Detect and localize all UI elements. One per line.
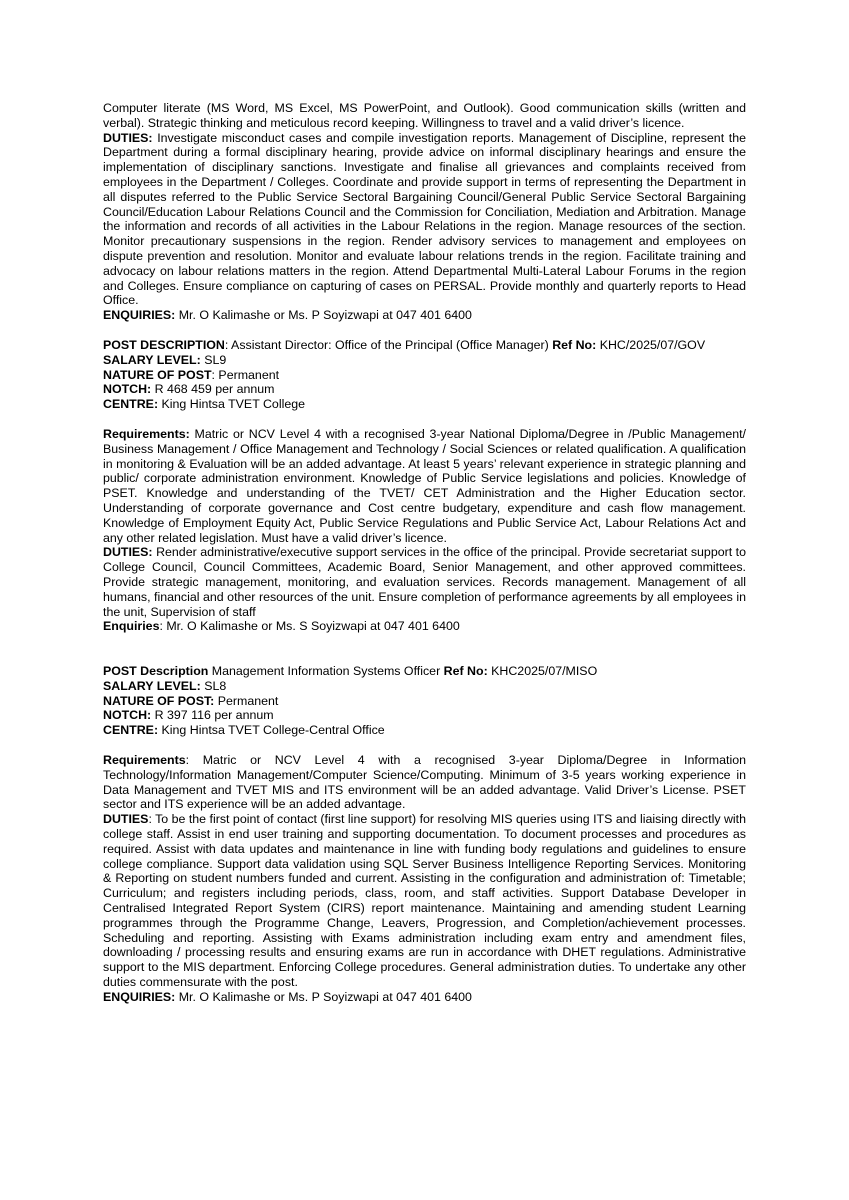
duties-paragraph	[103, 545, 746, 619]
notch-value: R 468 459 per annum	[151, 382, 275, 397]
centre-value: King Hintsa TVET College	[158, 397, 306, 412]
post-description-label: POST Description	[103, 664, 209, 679]
salary-line	[103, 679, 746, 694]
notch-label: NOTCH:	[103, 708, 152, 723]
post-description-label: POST DESCRIPTION	[103, 337, 225, 352]
enquiries-label: ENQUIRIES:	[103, 308, 176, 323]
spacer	[103, 634, 746, 649]
duties-paragraph	[103, 812, 746, 990]
requirements-label: Requirements	[103, 753, 186, 768]
nature-line	[103, 368, 746, 383]
centre-label: CENTRE:	[103, 723, 159, 738]
enquiries-text: : Mr. O Kalimashe or Ms. S Soyizwapi at 047 401 6400	[159, 619, 460, 634]
requirements-text: : Matric or NCV Level 4 with a recognised 3-year Diploma/Degree in Information Technology/Information Management/Computer Science/Computing. Minimum of 3-5 years working experience in Data Management and TVET MIS and ITS environment will be an added advantage. Valid Driver’s License. PSET sector and ITS experience will be an added advantage.	[103, 753, 746, 812]
spacer	[103, 412, 746, 427]
duties-paragraph	[103, 131, 746, 309]
post-description-text: Management Information Systems Officer	[208, 664, 444, 679]
duties-text: Render administrative/executive support services in the office of the principal. Provide secretariat support to College Council, Council Committees, Academic Board, Senior Management, and other approved committees. Provide strategic management, monitoring, and evaluation services. Records management. Management of all humans, financial and other resources of the unit. Ensure completion of performance agreements by all employees in the unit, Supervision of staff	[103, 545, 746, 619]
requirements-paragraph	[103, 753, 746, 812]
ref-label: Ref No:	[443, 664, 488, 679]
ref-label: Ref No:	[552, 337, 597, 352]
spacer	[103, 323, 746, 338]
salary-value: SL8	[200, 678, 227, 693]
nature-value: : Permanent	[211, 367, 280, 382]
salary-line	[103, 353, 746, 368]
notch-label: NOTCH:	[103, 382, 152, 397]
enquiries-text: Mr. O Kalimashe or Ms. P Soyizwapi at 047 401 6400	[175, 308, 472, 323]
nature-line	[103, 694, 746, 709]
spacer	[103, 738, 746, 753]
document-body	[103, 101, 746, 1005]
enquiries-line	[103, 308, 746, 323]
requirements-label: Requirements:	[103, 426, 190, 441]
duties-label: DUTIES:	[103, 545, 153, 560]
requirements-paragraph	[103, 427, 746, 545]
notch-line	[103, 382, 746, 397]
ref-number: KHC/2025/07/GOV	[596, 337, 706, 352]
ref-number: KHC2025/07/MISO	[487, 664, 598, 679]
notch-value: R 397 116 per annum	[151, 708, 274, 723]
notch-line	[103, 708, 746, 723]
duties-label: DUTIES	[103, 812, 149, 827]
salary-label: SALARY LEVEL:	[103, 678, 201, 693]
duties-text: : To be the first point of contact (first line support) for resolving MIS queries using ITS and liaising directly with college staff. Assist in end user training and supporting documentation. To document processes and procedures as required. Assist with data updates and maintenance in line with funding body regulations and guidelines to ensure college compliance. Support data validation using SQL Server Business Intelligence Reporting Services. Monitoring & Reporting on student numbers funded and current. Assisting in the configuration and administration of: Timetable; Curriculum; and registers including periods, class, room, and staff activities. Support Database Developer in Centralised Integrated Report System (CIRS) report maintenance. Maintaining and amending student Learning programmes through the Programme Change, Leavers, Progression, and Completion/achievement processes. Scheduling and reporting. Assisting with Exams administration including exam entry and amendment files, downloading / processing results and ensuring exams are run in accordance with DHET regulations. Administrative support to the MIS department. Enforcing College procedures. General administration duties. To undertake any other duties commensurate with the post.	[103, 812, 746, 990]
centre-line	[103, 723, 746, 738]
enquiries-line	[103, 619, 746, 634]
centre-line	[103, 397, 746, 412]
nature-value: Permanent	[214, 693, 279, 708]
intro-paragraph: Computer literate (MS Word, MS Excel, MS PowerPoint, and Outlook). Good communication skills (written and verbal). Strategic thinking and meticulous record keeping. Willingness to travel and a valid driver’s licence.	[103, 101, 746, 130]
enquiries-label: ENQUIRIES:	[103, 989, 176, 1004]
nature-label: NATURE OF POST:	[103, 693, 215, 708]
requirements-text: Matric or NCV Level 4 with a recognised 3-year National Diploma/Degree in /Public Management/ Business Management / Office Management and Technology / Social Sciences or related qualification. A qualification in monitoring & Evaluation will be an added advantage. At least 5 years’ relevant experience in strategic planning and public/ corporate administration environment. Knowledge of Public Service legislations and policies. Knowledge of PSET. Knowledge and understanding of the TVET/ CET Administration and the Higher Education sector. Understanding of corporate governance and Cost centre budgetary, expenditure and cash flow management. Knowledge of Employment Equity Act, Public Service Regulations and Public Service Act, Labour Relations Act and any other related legislation. Must have a valid driver’s licence.	[103, 426, 746, 545]
spacer	[103, 649, 746, 664]
duties-text: Investigate misconduct cases and compile investigation reports. Management of Discipline, represent the Department during a formal disciplinary hearing, provide advice on informal disciplinary hearings and ensure the implementation of disciplinary sanctions. Investigate and finalise all grievances and complaints received from employees in the Department / Colleges. Coordinate and provide support in terms of representing the Department in all disputes referred to the Public Service Sectoral Bargaining Council/General Public Service Sectoral Bargaining Council/Education Labour Relations Council and the Commission for Conciliation, Mediation and Arbitration. Manage the information and records of all activities in the Labour Relations in the region. Manage resources of the section. Monitor precautionary suspensions in the region. Render advisory services to management and employees on dispute prevention and resolution. Monitor and evaluate labour relations trends in the region. Facilitate training and advocacy on labour relations matters in the region. Attend Departmental Multi-Lateral Labour Forums in the region and Colleges. Ensure compliance on capturing of cases on PERSAL. Provide monthly and quarterly reports to Head Office.	[103, 130, 746, 308]
salary-label: SALARY LEVEL:	[103, 352, 201, 367]
post-description-text: : Assistant Director: Office of the Principal (Office Manager)	[224, 337, 553, 352]
enquiries-line	[103, 990, 746, 1005]
salary-value: SL9	[200, 352, 227, 367]
post-description-line	[103, 338, 746, 353]
duties-label: DUTIES:	[103, 130, 153, 145]
post-description-line	[103, 664, 746, 679]
enquiries-label: Enquiries	[103, 619, 160, 634]
centre-value: King Hintsa TVET College-Central Office	[158, 723, 385, 738]
enquiries-text: Mr. O Kalimashe or Ms. P Soyizwapi at 047 401 6400	[175, 989, 472, 1004]
nature-label: NATURE OF POST	[103, 367, 212, 382]
centre-label: CENTRE:	[103, 397, 159, 412]
